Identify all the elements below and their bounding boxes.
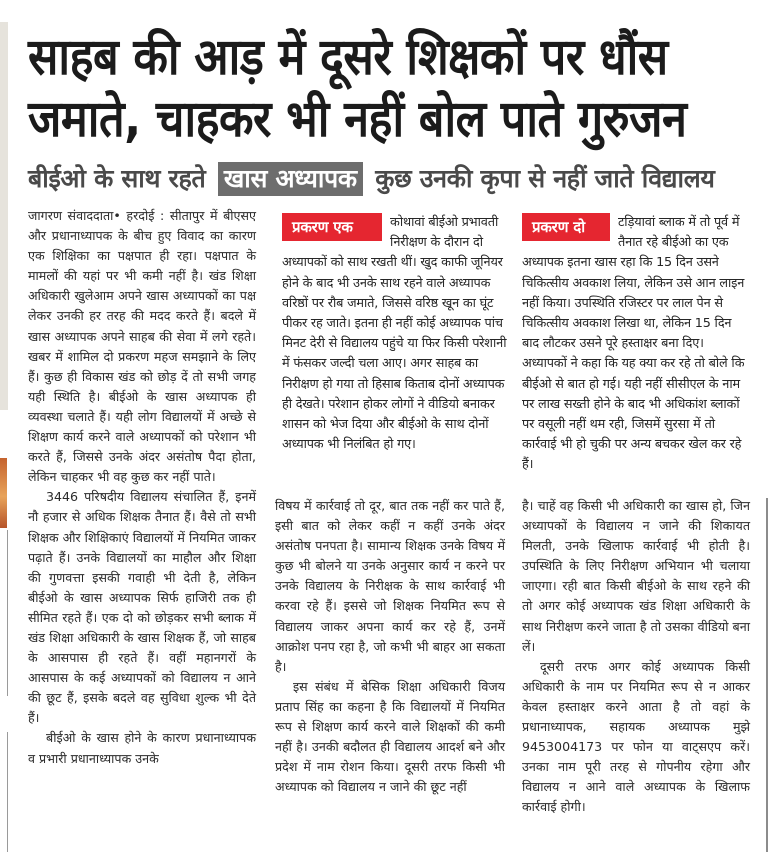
paragraph: 3446 परिषदीय विद्यालय संचालित हैं, इनमें नौ हजार से अधिक शिक्षक तैनात हैं। वैसे तो सभी शिक्षक और शिक्षिकाएं विद्यालयों में नियमित जाकर पढ़ाते हैं। उनके विद्यालयों का माहौल और शिक्षा की गुणवत्ता इसकी गवाही भी देती है, लेकिन बीईओ के खास अध्यापक सिर्फ हाजिरी तक ही सीमित रहते हैं। एक दो को छोड़कर सभी ब्लाक में खंड शिक्षा अधिकारी के खास शिक्षक हैं, जो साहब के आसपास ही रहते हैं। वहीं महानगरों के आसपास के कई अध्यापकों को विद्यालय न आने की छूट हैं, इसके बदले वह सुविधा शुल्क भी देते हैं। <box>28 489 256 726</box>
article-column-1 <box>28 206 256 769</box>
article-column-2 <box>275 496 505 797</box>
case-one-tag: प्रकरण एक <box>282 213 382 241</box>
subhead-before: बीईओ के साथ रहते <box>28 164 206 193</box>
adjacent-article-edge <box>0 22 8 410</box>
adjacent-photo-edge <box>0 458 7 528</box>
paragraph: है। चाहें वह किसी भी अधिकारी का खास हो, जिन अध्यापकों के विद्यालय न जाने की शिकायत मिलती, उनके खिलाफ कार्रवाई भी होती है। उपस्थिति के लिए निरीक्षण अभियान भी चलाया जाएगा। रही बात किसी बीईओ के साथ रहने की तो अगर कोई अध्यापक खंड शिक्षा अधिकारी के साथ निरीक्षण करने जाता है तो उसका वीडियो बना लें। <box>522 498 750 654</box>
case-one-text: कोथावां बीईओ प्रभावती निरीक्षण के दौरान दो अध्यापकों को साथ रखती थीं। खुद काफी जूनियर होने के बाद भी उनके साथ रहने वाले अध्यापक वरिष्ठों पर रौब जमाते, जिससे वरिष्ठ खून का घूंट पीकर रह जाते। इतना ही नहीं कोई अध्यापक पांच मिनट देरी से विद्यालय पहुंचे या फिर किसी परेशानी में फंसकर जल्दी चला आए। अगर साहब का निरीक्षण हो गया तो हिसाब किताब दोनों अध्यापक ही देखते। परेशान होकर लोगों ने वीडियो बनाकर शासन को भेज दिया और बीईओ के साथ दोनों अध्यापक भी निलंबित हो गए। <box>282 215 507 453</box>
article-column-3 <box>522 496 750 818</box>
case-two-tag: प्रकरण दो <box>522 213 610 241</box>
subhead-highlight: खास अध्यापक <box>218 162 363 196</box>
case-two-text: टड़ियावां ब्लाक में तो पूर्व में तैनात रहे बीईओ का एक अध्यापक इतना खास रहा कि 15 दिन उसने चिकित्सीय अवकाश लिया, लेकिन उसे आन लाइन नहीं किया। उपस्थिति रजिस्टर पर लाल पेन से चिकित्सीय अवकाश लिखा था, लेकिन 15 दिन बाद लौटकर उसने पूरे हस्ताक्षर बना दिए। अध्यापकों ने कहा कि यह क्या कर रहे तो बोले कि बीईओ से बात हो गई। यही नहीं सीसीएल के नाम पर लाख सख्ती होने के बाद भी अधिकांश ब्लाकों पर वसूली नहीं थम रही, जिसमें सुरसा में तो कार्रवाई भी हो चुकी पर अन्य बचकर खेल कर रहे हैं। <box>522 215 745 473</box>
paragraph: बीईओ के खास होने के कारण प्रधानाध्यापक व प्रभारी प्रधानाध्यापक उनके <box>28 730 256 766</box>
subheadline <box>28 160 758 198</box>
subhead-after: कुछ उनकी कृपा से नहीं जाते विद्यालय <box>375 164 715 193</box>
next-article-cutoff <box>60 844 440 852</box>
box-border-right <box>766 498 768 852</box>
paragraph: विषय में कार्रवाई तो दूर, बात तक नहीं कर पाते हैं, इसी बात को लेकर कहीं न कहीं उनके अंदर असंतोष पनपता है। सामान्य शिक्षक उनके विषय में कुछ भी बोलने या उनके अनुसार कार्य न करने पर उनके विद्यालय के निरीक्षक के साथ कार्रवाई भी करवा रहे हैं। इससे जो शिक्षक नियमित रूप से विद्यालय जाकर अपना कार्य कर रहे हैं, उनमें आक्रोश पनप रहा है, जो कभी भी बाहर आ सकता है। <box>275 498 505 674</box>
case-one-box <box>282 213 510 455</box>
headline-line-1: साहब की आड़ में दूसरे शिक्षकों पर धौंस <box>28 27 668 87</box>
column-rule <box>7 530 8 696</box>
headline <box>28 26 748 149</box>
paragraph: इस संबंध में बेसिक शिक्षा अधिकारी विजय प्रताप सिंह का कहना है कि विद्यालयों में नियमित रूप से शिक्षण कार्य करने वाले शिक्षकों की कमी नहीं है। उनकी बदौलत ही विद्यालय आदर्श बने और प्रदेश में नाम रोशन किया। दूसरी तरफ किसी भी अध्यापक को विद्यालय न जाने की छूट नहीं <box>275 678 505 795</box>
column-rule <box>7 732 8 852</box>
headline-line-2: जमाते, चाहकर भी नहीं बोल पाते गुरुजन <box>28 88 687 149</box>
case-two-box <box>522 213 752 476</box>
paragraph: जागरण संवाददाता• हरदोई : सीतापुर में बीएसए और प्रधानाध्यापक के बीच हुए विवाद का कारण एक शिक्षिका का पक्षपात ही रहा। पक्षपात के मामलों की यहां पर भी कमी नहीं है। खंड शिक्षा अधिकारी खुलेआम अपने खास अध्यापकों का पक्ष लेकर उनकी हर तरह की मदद करते हैं। बदले में खास अध्यापक अपने साहब की सेवा में लगे रहते। खबर में शामिल दो प्रकरण महज समझाने के लिए हैं। कुछ ही विकास खंड को छोड़ दें तो सभी जगह यही स्थिति है। बीईओ के खास अध्यापक ही व्यवस्था चलाते हैं। यही लोग विद्यालयों में अच्छे से शिक्षण कार्य करने वाले अध्यापकों को परेशान भी करते हैं, जिससे उनके अंदर असंतोष पैदा होता, लेकिन चाहकर भी वह कुछ कर नहीं पाते। <box>28 208 256 485</box>
paragraph: दूसरी तरफ अगर कोई अध्यापक किसी अधिकारी के नाम पर नियमित रूप से न आकर केवल हस्ताक्षर करने आता है तो वहां के प्रधानाध्यापक, सहायक अध्यापक मुझे 9453004173 पर फोन या वाट्सएप करें। उनका नाम पूरी तरह से गोपनीय रहेगा और विद्यालय न आने वाले अध्यापक के खिलाफ कार्रवाई होगी। <box>522 658 750 815</box>
